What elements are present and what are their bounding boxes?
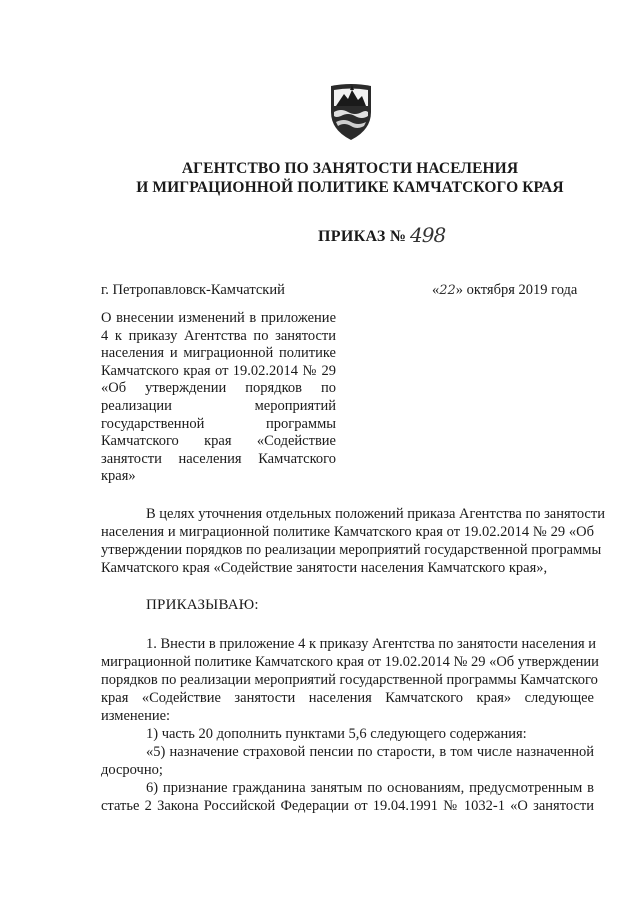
preamble-line: населения и миграционной политике Камчатского края от 19.02.2014 № 29 «Об <box>101 524 594 540</box>
order-subject <box>101 310 336 486</box>
date-quote-open: « <box>432 282 440 298</box>
subject-line: населения и миграционной политике <box>101 345 336 362</box>
item-line: 1) часть 20 дополнить пунктами 5,6 следующего содержания: <box>146 726 527 742</box>
subject-line: края» <box>101 468 136 485</box>
subject-line: государственной программы <box>101 415 336 432</box>
agency-name-line1: АГЕНТСТВО ПО ЗАНЯТОСТИ НАСЕЛЕНИЯ <box>181 160 519 177</box>
order-items <box>101 635 599 815</box>
item-line: порядков по реализации мероприятий государственной программы Камчатского <box>101 672 598 688</box>
item-line: статье 2 Закона Российской Федерации от 19.04.1991 № 1032-1 «О занятости <box>101 798 594 814</box>
item-line: края «Содействие занятости населения Камчатского края» следующее <box>101 690 594 706</box>
order-command: ПРИКАЗЫВАЮ: <box>146 597 259 613</box>
subject-line: реализации мероприятий <box>101 397 336 414</box>
item-line: миграционной политике Камчатского края от 19.02.2014 № 29 «Об утверждении <box>101 654 599 670</box>
order-title: ПРИКАЗ № <box>318 228 407 245</box>
preamble-paragraph <box>101 505 605 577</box>
item-line: досрочно; <box>101 762 163 778</box>
order-number-handwritten: 498 <box>410 223 446 247</box>
preamble-line: Камчатского края «Содействие занятости населения Камчатского края», <box>101 560 548 576</box>
item-line: 1. Внести в приложение 4 к приказу Агентства по занятости населения и <box>146 636 597 652</box>
item-line: 6) признание гражданина занятым по основаниям, предусмотренным в <box>146 780 594 796</box>
subject-line: занятости населения Камчатского <box>101 450 336 467</box>
subject-line: Камчатского края от 19.02.2014 № 29 <box>101 362 336 379</box>
kamchatka-coat-of-arms-icon <box>326 82 376 142</box>
subject-line: О внесении изменений в приложение <box>101 310 336 326</box>
item-line: «5) назначение страховой пенсии по старости, в том числе назначенной <box>146 744 594 760</box>
preamble-line: утверждении порядков по реализации мероприятий государственной программы <box>101 542 602 558</box>
order-date <box>432 282 577 299</box>
date-month-year: октября 2019 года <box>463 282 578 298</box>
preamble-line: В целях уточнения отдельных положений приказа Агентства по занятости <box>146 506 605 522</box>
city-name: г. Петропавловск-Камчатский <box>101 282 285 298</box>
subject-line: «Об утверждении порядков по <box>101 380 336 397</box>
agency-name-line2: И МИГРАЦИОННОЙ ПОЛИТИКЕ КАМЧАТСКОГО КРАЯ <box>136 179 564 196</box>
item-line: изменение: <box>101 708 171 724</box>
subject-line: 4 к приказу Агентства по занятости <box>101 327 336 344</box>
date-day-handwritten: 22 <box>439 283 456 298</box>
date-quote-close: » <box>455 282 464 298</box>
subject-line: Камчатского края «Содействие <box>101 433 336 450</box>
